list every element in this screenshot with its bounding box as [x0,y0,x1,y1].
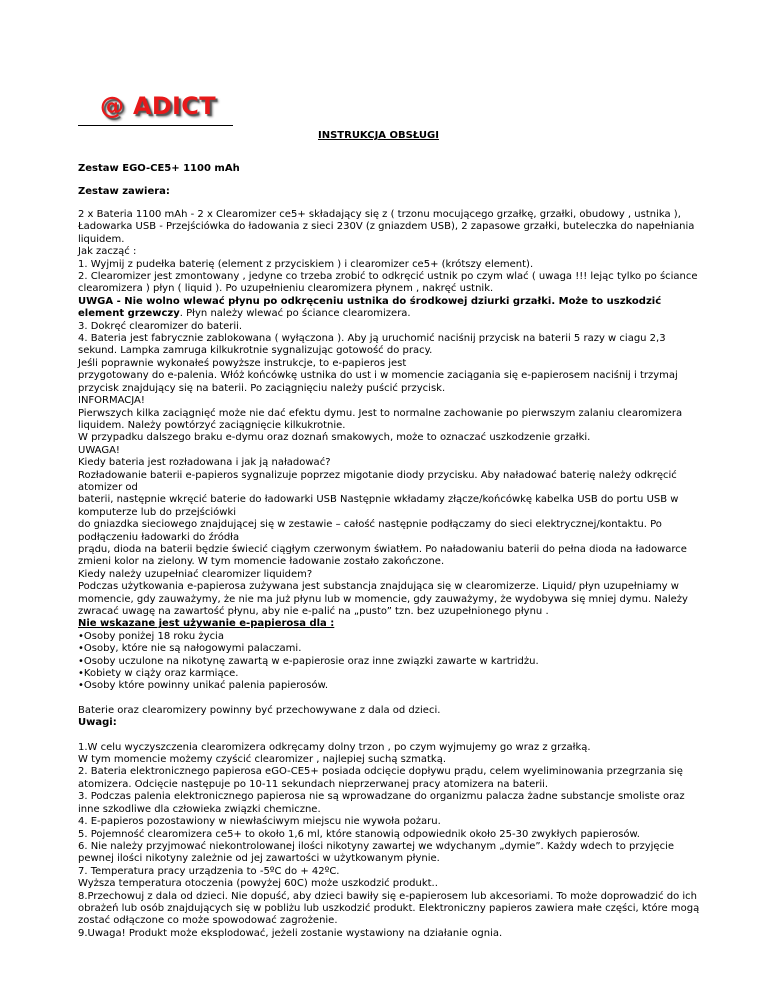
paragraph: Kiedy należy uzupełniać clearomizer liquidem? [78,568,313,580]
paragraph: 4. Bateria jest fabrycznie zablokowana ( wyłączona ). Aby ją uruchomić naciśnij przycisk na baterii 5 razy w ciagu 2,3 sekund. Lampka zamruga kilkukrotnie sygnalizując gotowość do pracy. [78,333,666,357]
section-2 [78,321,702,619]
product-heading: Zestaw EGO-CE5+ 1100 mAh [78,163,240,174]
paragraph: Jeśli poprawnie wykonałeś powyższe instrukcje, to e-papieros jest [78,357,407,369]
paragraph: do gniazdka sieciowego znajdującej się w zestawie – całość następnie podłączamy do sieci elektrycznej/kontaktu. Po podłączeniu ładowarki do źródła [78,519,662,543]
warning-rest: . Płyn należy wlewać po ściance clearomizera. [179,308,411,320]
logo [100,92,230,122]
section-1 [78,209,702,296]
paragraph: Podczas użytkowania e-papierosa zużywana jest substancja znajdująca się w clearomizerze. Liquid/ płyn uzupełniamy w momencie, gdy zauważymy, że nie ma już płynu lub w momencie, gdy zauważymy, że wydobywa się mniej dymu. Należy zwracać uwagę na zawartość płynu, aby nie e-palić na „pusto” tzn. bez uzupełnionego płynu . [78,581,688,617]
list-item: •Kobiety w ciąży oraz karmiące. [78,668,239,680]
paragraph: Kiedy bateria jest rozładowana i jak ją naładować? [78,457,331,469]
note-item: Wyższa temperatura otoczenia (powyżej 60C) może uszkodzić produkt.. [78,878,438,890]
note-item: 6. Nie należy przyjmować niekontrolowanej ilości nikotyny zawartej we wdychanym „dymie”. Każdy wdech to przyjęcie pewnej ilości nikotyny zależnie od jej zawartości w użytkowanym płynie. [78,840,674,865]
note-item: 3. Podczas palenia elektronicznego papierosa nie są wprowadzane do organizmu palacza żadne substancje smoliste oraz inne szkodliwe dla człowieka związki chemiczne. [78,791,685,815]
paragraph: UWAGA! [78,444,120,456]
note-item: W tym momencie możemy czyścić clearomizer , najlepiej suchą szmatką. [78,754,447,766]
not-recommended-list [78,631,702,693]
note-item: 4. E-papieros pozostawiony w niewłaściwym miejscu nie wywoła pożaru. [78,816,441,828]
list-item: •Osoby które powinny unikać palenia papierosów. [78,680,329,692]
list-item: •Osoby, które nie są nałogowymi palaczami. [78,643,302,655]
paragraph: Jak zacząć : [78,246,137,258]
notes-list [78,742,702,941]
paragraph: 1. Wyjmij z pudełka baterię (element z przyciskiem ) i clearomizer ce5+ (krótszy element). [78,258,534,270]
paragraph: Rozładowanie baterii e-papieros sygnalizuje poprzez migotanie diody przycisku. Aby naładować baterię należy odkręcić atomizer od [78,469,677,493]
warning-bold: UWGA - Nie wolno wlewać płynu po odkręceniu ustnika do środkowej dziurki grzałki. Może to uszkodzić element grzewczy [78,295,662,320]
note-item: 5. Pojemność clearomizera ce5+ to około 1,6 ml, które stanowią odpowiednik około 25-30 zwykłych papierosów. [78,828,640,840]
logo-underline [78,125,233,126]
instructions-body [78,209,702,940]
paragraph: przygotowany do e-palenia. Włóż końcówkę ustnika do ust i w momencie zaciągania się e-papierosem naciśnij i trzymaj przycisk znajdujący się na baterii. Po zaciągnięciu należy puścić przycisk. [78,370,678,394]
note-item: 1.W celu wyczyszczenia clearomizera odkręcamy dolny trzon , po czym wyjmujemy go wraz z grzałką. [78,741,591,753]
document-title: INSTRUKCJA OBSŁUGI [318,130,439,141]
note-item: 7. Temperatura pracy urządzenia to -5ºC do + 42ºC. [78,865,340,877]
paragraph: 2 x Bateria 1100 mAh - 2 x Clearomizer ce5+ składający się z ( trzonu mocującego grzałkę, grzałki, obudowy , ustnika ), Ładowarka USB - Przejściówka do ładowania z sieci 230V (z gniazdem USB), 2 zapasowe grzałki, buteleczka do napełniania liquidem. [78,209,695,245]
warning-paragraph [78,296,702,321]
notes-heading: Uwagi: [78,717,117,729]
paragraph: INFORMACJA! [78,395,145,407]
note-item: 9.Uwaga! Produkt może eksplodować, jeżeli zostanie wystawiony na działanie ognia. [78,927,503,939]
list-item: •Osoby uczulone na nikotynę zawartą w e-papierosie oraz inne związki zawarte w kartridżu. [78,655,539,667]
contents-heading: Zestaw zawiera: [78,186,170,197]
storage-note: Baterie oraz clearomizery powinny być przechowywane z dala od dzieci. [78,704,441,716]
note-item: 2. Bateria elektronicznego papierosa eGO-CE5+ posiada odcięcie dopływu prądu, celem wyeliminowania przegrzania się atomizera. Odcięcie następuje po 10-11 sekundach nieprzerwanej pracy atomizera na baterii. [78,766,683,790]
note-item: 8.Przechowuj z dala od dzieci. Nie dopuść, aby dzieci bawiły się e-papierosem lub akcesoriami. To może doprowadzić do ich obrażeń lub osób znajdujących się w pobliżu lub uszkodzić produkt. Elektroniczny papieros zawiera małe części, które mogą zostać odłączone co może spowodować zagrożenie. [78,890,700,927]
logo-text: @ ADICT [100,92,216,120]
paragraph: Pierwszych kilka zaciągnięć może nie dać efektu dymu. Jest to normalne zachowanie po pierwszym zalaniu clearomizera liquidem. Należy powtórzyć zaciągnięcie kilkukrotnie. [78,407,683,431]
list-item: •Osoby poniżej 18 roku życia [78,630,224,642]
paragraph: 2. Clearomizer jest zmontowany , jedyne co trzeba zrobić to odkręcić ustnik po czym wlać ( uwaga !!! lejąc tylko po ściance clearomizera ) płyn ( liquid ). Po uzupełnieniu clearomizera płynem , nakręć ustnik. [78,271,698,295]
paragraph: prądu, dioda na baterii będzie świecić ciągłym czerwonym światłem. Po naładowaniu baterii do pełna dioda na ładowarce zmieni kolor na zielony. W tym momencie ładowanie zostało zakończone. [78,543,687,568]
paragraph: 3. Dokręć clearomizer do baterii. [78,320,243,332]
not-recommended-heading: Nie wskazane jest używanie e-papierosa dla : [78,618,335,630]
paragraph: W przypadku dalszego braku e-dymu oraz doznań smakowych, może to oznaczać uszkodzenie grzałki. [78,432,591,444]
paragraph: baterii, następnie wkręcić baterie do ładowarki USB Następnie wkładamy złącze/końcówkę kabelka USB do portu USB w komputerze lub do przejściówki [78,494,679,518]
